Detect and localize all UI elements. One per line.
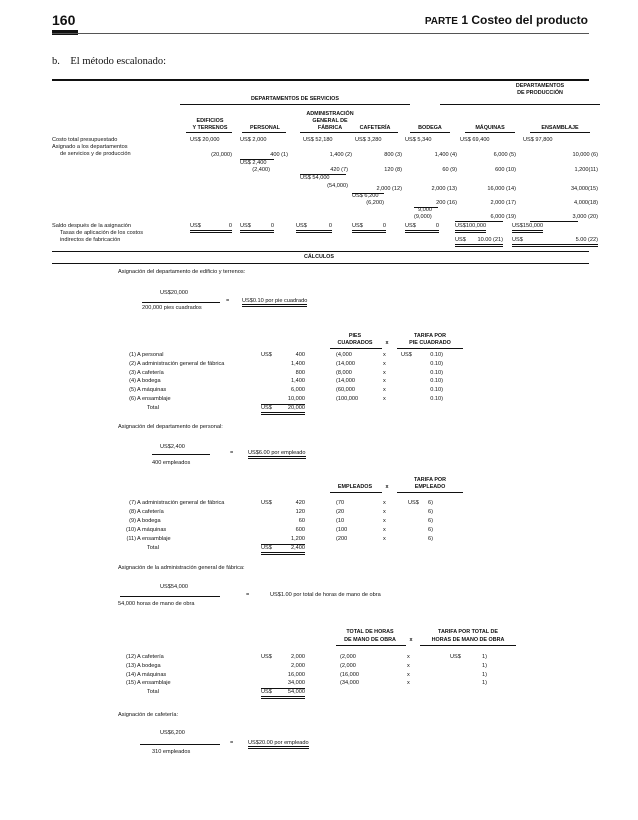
calc2-row-label: A cafetería <box>137 509 164 515</box>
calc3-row-label: A ensamblaje <box>137 680 171 687</box>
alloc-cell: 2,000 (13) <box>431 186 457 192</box>
calc2-result-text: US$6.00 por empleado <box>248 450 306 459</box>
calc2-row-times: x <box>383 509 386 515</box>
calc2-row-times: x <box>383 527 386 533</box>
calc2-eq: = <box>230 450 234 456</box>
rate-assembly <box>512 237 598 247</box>
calc1-row-rate: 0.10) <box>430 378 443 385</box>
budget-buildings: US$ 20,000 <box>190 137 220 143</box>
calc1-row-times: x <box>383 352 386 358</box>
calc2-head-b2: EMPLEADO <box>414 484 446 490</box>
alloc-cell: (54,000) <box>327 183 348 189</box>
sum-rule <box>455 221 503 222</box>
calc4-eq: = <box>230 740 234 746</box>
calc2-numerator: US$2,400 <box>160 444 185 450</box>
calc1-result-text: US$0.10 por pie cuadrado <box>242 298 307 307</box>
balance-amt: 0 <box>382 223 386 229</box>
alloc-subtotal: 9,000 <box>418 207 432 213</box>
group-production-2: DE PRODUCCIÓN <box>517 90 563 96</box>
calc2-row-label: A bodega <box>137 518 161 524</box>
group-services-rule <box>180 104 410 105</box>
calc2-row-rate: 6) <box>428 536 433 542</box>
calc3-row-rate: 1) <box>482 680 487 687</box>
balance-amt: 0 <box>435 223 439 229</box>
alloc-cell: 120 (8) <box>384 167 402 173</box>
budget-assembly: US$ 97,800 <box>523 137 553 143</box>
col-rule-5 <box>410 132 450 133</box>
calc1-row-number: (5) <box>129 387 136 394</box>
row-label-assigned-2: de servicios y de producción <box>60 151 131 157</box>
calc1-row-rate: 0.10) <box>430 369 443 376</box>
balance-warehouse <box>405 223 439 233</box>
header-title: 1 Costeo del producto <box>461 13 588 27</box>
calc3-head-rule <box>420 645 516 646</box>
calc3-row-label: A máquinas <box>137 671 167 678</box>
calc3-title: Asignación de la administración general de fábrica: <box>118 565 245 571</box>
calc3-row-number: (13) <box>126 662 136 669</box>
calc1-row-number: (6) <box>129 396 136 402</box>
calc1-row-rate: 0.10) <box>430 352 443 358</box>
calc1-row-times: x <box>383 396 386 402</box>
calc3-result: US$1.00 por total de horas de mano de obra <box>270 592 381 598</box>
calc4-denominator: 310 empleados <box>152 749 191 755</box>
calc1-row-rate-currency: US$ <box>401 352 412 358</box>
calc3-row-currency: US$ <box>261 654 272 660</box>
calc4-result-text: US$20.00 por empleado <box>248 740 309 749</box>
calc1-row-quantity: (8,000 <box>336 369 352 376</box>
calc1-row-amount: 6,000 <box>291 387 305 394</box>
calc1-row-amount: 1,400 <box>291 378 305 385</box>
calc3-total-label: Total <box>147 689 159 696</box>
col-header-admin-2: GENERAL DE <box>312 118 348 124</box>
calc3-row-amount: 16,000 <box>287 671 305 678</box>
calc1-row-amount: 400 <box>295 352 305 358</box>
calc1-row-amount: 1,400 <box>291 360 305 367</box>
calc3-row-quantity: (2,000 <box>340 654 356 660</box>
calc3-row-times: x <box>407 671 410 678</box>
col-rule-4 <box>352 132 398 133</box>
col-rule-6 <box>465 132 515 133</box>
calc3-denominator: 54,000 horas de mano de obra <box>118 601 195 607</box>
calc4-numerator: US$6,200 <box>160 730 185 736</box>
calc2-row-rate: 6) <box>428 509 433 515</box>
calc1-total-amount: 20,000 <box>265 405 305 415</box>
calc3-row-amount: 34,000 <box>287 680 305 687</box>
table-bottom-rule <box>52 251 589 252</box>
calc1-row-times: x <box>383 378 386 385</box>
calc3-head-rule <box>336 645 406 646</box>
page-number: 160 <box>52 12 76 28</box>
calc4-fraction-bar <box>140 744 220 745</box>
col-header-buildings-2: Y TERRENOS <box>192 125 228 131</box>
calc3-eq: = <box>246 592 250 598</box>
row-label-rates-2: indirectos de fabricación <box>60 237 121 243</box>
calc2-row-quantity: (20 <box>336 509 345 515</box>
rate-machines <box>455 237 503 247</box>
calc1-row-times: x <box>383 387 386 394</box>
calc2-row-quantity: (10 <box>336 518 345 524</box>
calc2-total-label: Total <box>147 545 159 551</box>
calc1-row-quantity: (14,000 <box>336 378 355 385</box>
calc1-row-times: x <box>383 369 386 376</box>
calc1-row-quantity: (4,000 <box>336 352 352 358</box>
calc2-total-currency: US$ <box>261 545 272 555</box>
calc3-total-amount: 54,000 <box>265 689 305 699</box>
col-header-warehouse: BODEGA <box>418 125 442 131</box>
calc2-row-amount: 420 <box>295 500 305 506</box>
alloc-cell: (2,400) <box>252 167 270 173</box>
calc3-row-label: A cafetería <box>137 654 164 660</box>
col-header-machines: MÁQUINAS <box>475 125 505 131</box>
calc3-numerator: US$54,000 <box>160 584 188 590</box>
calc1-row-quantity: (14,000 <box>336 360 355 367</box>
calc1-row-label: A administración general de fábrica <box>137 360 225 367</box>
calc2-row-amount: 600 <box>295 527 305 533</box>
budget-cafeteria: US$ 3,280 <box>355 137 382 143</box>
calc1-row-rate: 0.10) <box>430 360 443 367</box>
col-header-assembly: ENSAMBLAJE <box>541 125 579 131</box>
calc2-row-label: A administración general de fábrica <box>137 500 225 506</box>
calc2-row-amount: 1,200 <box>291 536 305 542</box>
alloc-cell: 2,000 (12) <box>376 186 402 192</box>
calc1-head-a2: CUADRADOS <box>337 340 373 346</box>
calc1-row-amount: 10,000 <box>287 396 305 402</box>
calc1-row-currency: US$ <box>261 352 272 358</box>
alloc-cell: 6,000 (19) <box>490 214 516 220</box>
calc2-head-x: x <box>385 484 389 490</box>
balance-amt: 0 <box>270 223 274 229</box>
calc2-head-rule <box>397 492 463 493</box>
running-header <box>425 13 588 27</box>
calc3-head-b1: TARIFA POR TOTAL DE <box>438 629 498 635</box>
alloc-cell: (9,000) <box>414 214 432 220</box>
calc2-row-rate: 6) <box>428 500 433 506</box>
calc3-row-label: A bodega <box>137 662 161 669</box>
calc3-row-rate: 1) <box>482 671 487 678</box>
calc2-row-quantity: (70 <box>336 500 345 506</box>
calc3-row-rate: 1) <box>482 654 487 660</box>
alloc-cell: 60 (9) <box>442 167 457 173</box>
calc3-head-x: x <box>409 637 413 643</box>
calc1-head-b1: TARIFA POR <box>413 333 447 339</box>
budget-personnel: US$ 2,000 <box>240 137 267 143</box>
col-header-cafeteria: CAFETERÍA <box>359 125 391 131</box>
col-rule-7 <box>530 132 590 133</box>
calc1-head-a1: PIES <box>348 333 362 339</box>
calc2-row-quantity: (100 <box>336 527 348 533</box>
balance-assembly: US$150,000 <box>512 223 543 233</box>
alloc-cell: 16,000 (14) <box>487 186 516 192</box>
balance-amt: 0 <box>228 223 232 229</box>
calc2-row-amount: 60 <box>298 518 305 524</box>
alloc-cell: 400 (1) <box>270 152 288 158</box>
calc1-row-label: A máquinas <box>137 387 167 394</box>
alloc-cell: 10,000 (6) <box>572 152 598 158</box>
rate-cur: US$ <box>512 237 523 243</box>
alloc-cell: (20,000) <box>211 152 232 158</box>
calc1-row-number: (1) <box>129 352 136 358</box>
rate-amt: 5.00 (22) <box>575 237 598 243</box>
budget-machines: US$ 69,400 <box>460 137 490 143</box>
calc3-row-rate: 1) <box>482 662 487 669</box>
calc1-head-x: x <box>385 340 389 346</box>
calc3-total-currency: US$ <box>261 689 272 699</box>
calc3-row-amount: 2,000 <box>291 662 305 669</box>
alloc-cell: 6,000 (5) <box>493 152 516 158</box>
alloc-cell: (6,200) <box>366 200 384 206</box>
calc2-title: Asignación del departamento de personal: <box>118 424 223 430</box>
calc3-head-a1: TOTAL DE HORAS <box>346 629 394 635</box>
calc2-head-b1: TARIFA POR <box>413 477 447 483</box>
group-production-rule <box>440 104 600 105</box>
rate-cur: US$ <box>455 237 466 243</box>
calc2-row-quantity: (200 <box>336 536 348 542</box>
calc1-result <box>242 298 307 305</box>
calc2-row-number: (8) <box>129 509 136 515</box>
calc3-row-number: (14) <box>126 671 136 678</box>
group-production-1: DEPARTAMENTOS <box>515 83 565 89</box>
calc2-total-amount: 2,400 <box>265 545 305 555</box>
calc1-row-rate: 0.10) <box>430 387 443 394</box>
alloc-cell: 1,200(11) <box>574 167 598 173</box>
calc2-row-times: x <box>383 536 386 542</box>
calc1-row-amount: 800 <box>295 369 305 376</box>
calc3-row-quantity: (34,000 <box>340 680 359 687</box>
calc1-row-number: (4) <box>129 378 136 385</box>
calc1-title: Asignación del departamento de edificio y terrenos: <box>118 269 246 275</box>
calc2-row-number: (10) <box>126 527 136 533</box>
calc2-head-a2: EMPLEADOS <box>337 484 373 490</box>
budget-admin: US$ 52,180 <box>303 137 333 143</box>
alloc-cell: 3,000 (20) <box>572 214 598 220</box>
calc1-row-quantity: (100,000 <box>336 396 359 402</box>
calc2-denominator: 400 empleados <box>152 460 191 466</box>
alloc-cell: 800 (3) <box>384 152 402 158</box>
balance-cafeteria <box>352 223 386 233</box>
alloc-cell: 200 (16) <box>436 200 457 206</box>
calc3-row-times: x <box>407 662 410 669</box>
calc2-row-number: (7) <box>129 500 136 506</box>
calc2-row-amount: 120 <box>295 509 305 515</box>
calc1-row-label: A ensamblaje <box>137 396 171 402</box>
calc1-head-rule <box>330 348 382 349</box>
calc3-row-amount: 2,000 <box>291 654 305 660</box>
calc1-row-number: (2) <box>129 360 136 367</box>
calc2-row-label: A ensamblaje <box>137 536 171 542</box>
calc1-fraction-bar <box>142 302 220 303</box>
calc4-result <box>248 740 309 747</box>
calc1-row-quantity: (60,000 <box>336 387 355 394</box>
calc1-denominator: 200,000 pies cuadrados <box>142 305 202 311</box>
calc3-row-times: x <box>407 654 410 660</box>
calc1-row-label: A personal <box>137 352 164 358</box>
balance-personnel <box>240 223 274 233</box>
col-header-admin-1: ADMINISTRACIÓN <box>306 111 354 117</box>
calc1-total-label: Total <box>147 404 159 411</box>
calc3-row-rate-currency: US$ <box>450 654 461 660</box>
calc4-title: Asignación de cafetería: <box>118 712 179 718</box>
calc2-row-currency: US$ <box>261 500 272 506</box>
alloc-cell: 600 (10) <box>495 167 516 173</box>
alloc-cell: 2,000 (17) <box>490 200 516 206</box>
calc3-row-quantity: (16,000 <box>340 671 359 678</box>
col-header-personnel: PERSONAL <box>250 125 280 131</box>
calc3-head-b2: HORAS DE MANO DE OBRA <box>431 637 505 643</box>
alloc-cell: 34,000(15) <box>570 186 598 192</box>
col-header-admin-3: FÁBRICA <box>317 125 343 131</box>
calc1-row-label: A bodega <box>137 378 161 385</box>
alloc-subtotal: US$ 54,000 <box>300 175 330 181</box>
calc1-total-currency: US$ <box>261 405 272 415</box>
section-title: El método escalonado: <box>70 56 167 67</box>
alloc-cell: 1,400 (2) <box>329 152 352 158</box>
row-label-assigned: Asignado a los departamentos <box>52 144 128 150</box>
calc2-row-rate-currency: US$ <box>408 500 419 506</box>
balance-cur: US$ <box>352 223 363 229</box>
alloc-cell: 420 (7) <box>330 167 348 173</box>
calc1-row-times: x <box>383 360 386 367</box>
calc2-row-times: x <box>383 500 386 506</box>
balance-machines: US$100,000 <box>455 223 486 233</box>
calc2-row-label: A máquinas <box>137 527 167 533</box>
calc2-head-rule <box>330 492 382 493</box>
alloc-cell: 4,000(18) <box>574 200 598 206</box>
sum-rule <box>530 221 578 222</box>
col-rule-2 <box>242 132 286 133</box>
alloc-subtotal: US$ 6,200 <box>352 193 379 199</box>
balance-cur: US$ <box>405 223 416 229</box>
alloc-cell: 1,400 (4) <box>434 152 457 158</box>
calc2-row-number: (9) <box>129 518 136 524</box>
header-rule <box>52 33 589 34</box>
calc1-head-rule <box>397 348 463 349</box>
calc3-row-quantity: (2,000 <box>340 662 356 669</box>
calc2-row-rate: 6) <box>428 518 433 524</box>
balance-cur: US$ <box>240 223 251 229</box>
calc1-numerator: US$20,000 <box>160 290 188 296</box>
calc2-row-rate: 6) <box>428 527 433 533</box>
calc2-row-times: x <box>383 518 386 524</box>
alloc-subtotal: US$ 2,400 <box>240 160 267 166</box>
budget-warehouse: US$ 5,340 <box>405 137 432 143</box>
calc3-row-number: (12) <box>126 654 136 660</box>
calc2-fraction-bar <box>152 454 210 455</box>
rate-amt: 10.00 (21) <box>477 237 503 243</box>
col-rule-1 <box>186 132 232 133</box>
calc2-row-number: (11) <box>126 536 136 542</box>
calc2-result <box>248 450 306 457</box>
calc1-head-b2: PIE CUADRADO <box>409 340 451 346</box>
calc3-fraction-bar <box>120 596 220 597</box>
calc-title: CÁLCULOS <box>304 254 334 260</box>
calc3-row-number: (15) <box>126 680 136 687</box>
calc-rule <box>52 263 589 264</box>
calc3-row-times: x <box>407 680 410 687</box>
table-top-rule <box>52 79 589 81</box>
calc3-head-a2: DE MANO DE OBRA <box>344 637 396 643</box>
header-part: PARTE <box>424 16 458 27</box>
calc1-row-rate: 0.10) <box>430 396 443 402</box>
section-heading <box>52 56 166 67</box>
calc1-row-number: (3) <box>129 369 136 376</box>
calc1-eq: = <box>226 298 230 304</box>
balance-cur: US$ <box>296 223 307 229</box>
row-label-rates: Tasas de aplicación de los costos <box>60 230 144 236</box>
row-label-budget: Costo total presupuestado <box>52 137 118 143</box>
balance-amt: 0 <box>328 223 332 229</box>
col-header-buildings-1: EDIFICIOS <box>196 118 224 124</box>
group-services: DEPARTAMENTOS DE SERVICIOS <box>251 96 339 102</box>
section-label: b. <box>52 56 60 67</box>
row-label-balance: Saldo después de la asignación <box>52 223 131 229</box>
balance-cur: US$ <box>190 223 201 229</box>
balance-admin <box>296 223 332 233</box>
balance-buildings <box>190 223 232 233</box>
calc1-row-label: A cafetería <box>137 369 164 376</box>
